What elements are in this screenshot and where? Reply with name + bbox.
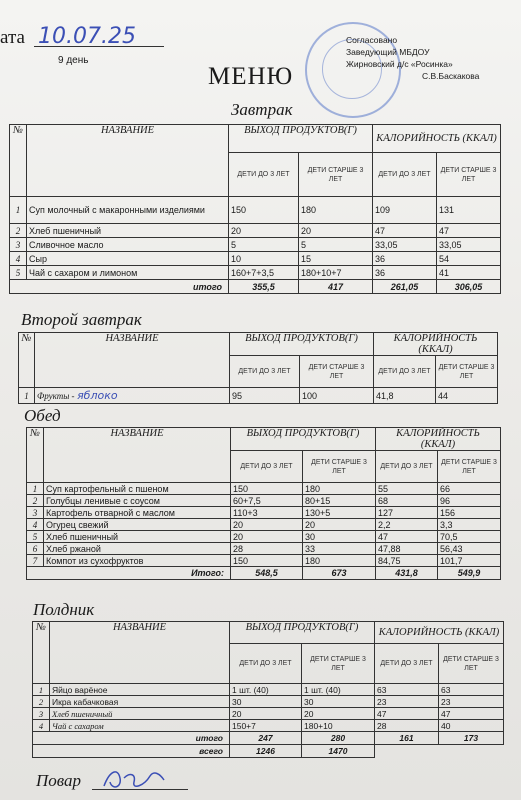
cal-over3: 41 [437, 266, 501, 280]
col-calories: КАЛОРИЙНОСТЬ (ККАЛ) [374, 333, 498, 356]
cal-over3: 96 [438, 495, 501, 507]
output-over3: 33 [303, 543, 376, 555]
output-over3: 5 [299, 238, 373, 252]
table-row [10, 238, 501, 252]
dish-name: Хлеб пшеничный [50, 708, 230, 720]
cal-under3: 68 [376, 495, 438, 507]
col-output-over3: ДЕТИ СТАРШЕ 3 ЛЕТ [299, 153, 373, 197]
cal-under3: 127 [376, 507, 438, 519]
col-name: НАЗВАНИЕ [27, 125, 229, 197]
row-number: 2 [33, 696, 50, 708]
cal-under3: 47 [376, 531, 438, 543]
cal-under3: 47,88 [376, 543, 438, 555]
total-cal-under3: 161 [375, 732, 439, 745]
col-output: ВЫХОД ПРОДУКТОВ(Г) [230, 333, 374, 356]
output-over3: 180 [299, 197, 373, 224]
table-row [10, 224, 501, 238]
col-calories: КАЛОРИЙНОСТЬ (ККАЛ) [373, 125, 501, 153]
output-over3: 30 [302, 696, 375, 708]
output-under3: 20 [230, 708, 302, 720]
table-row [27, 483, 501, 495]
row-number: 6 [27, 543, 44, 555]
col-output: ВЫХОД ПРОДУКТОВ(Г) [229, 125, 373, 153]
section-title-lunch: Обед [24, 406, 61, 425]
output-over3: 180+10+7 [299, 266, 373, 280]
col-cal-under3: ДЕТИ ДО 3 ЛЕТ [376, 451, 438, 483]
total-cal-under3: 431,8 [376, 567, 438, 580]
table-row [10, 252, 501, 266]
col-output: ВЫХОД ПРОДУКТОВ(Г) [230, 622, 375, 644]
output-over3: 180 [303, 555, 376, 567]
col-output: ВЫХОД ПРОДУКТОВ(Г) [231, 428, 376, 451]
section-title-snack: Полдник [33, 600, 95, 619]
output-under3: 150 [231, 555, 303, 567]
total-label: Итого: [27, 567, 231, 580]
dish-name: Яйцо варёное [50, 684, 230, 696]
cal-over3: 3,3 [438, 519, 501, 531]
dish-name: Голубцы ленивые с соусом [44, 495, 231, 507]
total-output-under3: 548,5 [231, 567, 303, 580]
col-cal-under3: ДЕТИ ДО 3 ЛЕТ [373, 153, 437, 197]
row-number: 3 [10, 238, 27, 252]
col-no: № [10, 125, 27, 197]
approval-line: Согласовано [346, 35, 398, 45]
breakfast-table [9, 124, 501, 294]
cal-over3: 23 [439, 696, 504, 708]
cal-under3: 63 [375, 684, 439, 696]
total-output-over3: 280 [302, 732, 375, 745]
output-over3: 130+5 [303, 507, 376, 519]
date-label: ата [0, 27, 25, 48]
table-row [27, 543, 501, 555]
table-row [10, 266, 501, 280]
cal-under3: 36 [373, 266, 437, 280]
total-output-over3: 417 [299, 280, 373, 294]
menu-title: МЕНЮ [208, 63, 294, 90]
total-cal-over3: 306,05 [437, 280, 501, 294]
dish-name: Икра кабачковая [50, 696, 230, 708]
row-number: 4 [27, 519, 44, 531]
cook-signature [100, 764, 170, 794]
date-value: 10.07.25 [38, 24, 136, 49]
col-output-over3: ДЕТИ СТАРШЕ 3 ЛЕТ [302, 644, 375, 684]
cal-over3: 70,5 [438, 531, 501, 543]
row-number: 5 [27, 531, 44, 543]
grand-total-output-over3: 1470 [302, 745, 375, 758]
approval-block [346, 34, 479, 82]
output-over3: 15 [299, 252, 373, 266]
cal-under3: 2,2 [376, 519, 438, 531]
section-title-breakfast: Завтрак [231, 100, 293, 119]
empty-cell [375, 745, 439, 758]
row-number: 4 [33, 720, 50, 732]
output-under3: 110+3 [231, 507, 303, 519]
col-calories: КАЛОРИЙНОСТЬ (ККАЛ) [375, 622, 504, 644]
cal-under3: 47 [373, 224, 437, 238]
total-cal-over3: 549,9 [438, 567, 501, 580]
cal-over3: 54 [437, 252, 501, 266]
cal-over3: 33,05 [437, 238, 501, 252]
col-output-under3: ДЕТИ ДО 3 ЛЕТ [231, 451, 303, 483]
output-over3: 80+15 [303, 495, 376, 507]
table-row [27, 519, 501, 531]
row-number: 5 [10, 266, 27, 280]
day-label: 9 день [58, 55, 89, 66]
empty-cell [439, 745, 504, 758]
output-under3: 10 [229, 252, 299, 266]
col-output-under3: ДЕТИ ДО 3 ЛЕТ [230, 644, 302, 684]
col-cal-under3: ДЕТИ ДО 3 ЛЕТ [375, 644, 439, 684]
dish-name: Чай с сахаром и лимоном [27, 266, 229, 280]
col-cal-over3: ДЕТИ СТАРШЕ 3 ЛЕТ [436, 356, 498, 388]
section-title-second-breakfast: Второй завтрак [21, 310, 142, 329]
table-row [27, 531, 501, 543]
col-name: НАЗВАНИЕ [50, 622, 230, 684]
table-row [33, 684, 504, 696]
total-label: итого [10, 280, 229, 294]
cal-over3: 56,43 [438, 543, 501, 555]
col-output-under3: ДЕТИ ДО 3 ЛЕТ [230, 356, 300, 388]
table-row [27, 507, 501, 519]
second-breakfast-table [18, 332, 498, 404]
cal-under3: 84,75 [376, 555, 438, 567]
output-under3: 20 [231, 531, 303, 543]
col-output-over3: ДЕТИ СТАРШЕ 3 ЛЕТ [303, 451, 376, 483]
output-under3: 28 [231, 543, 303, 555]
table-row [33, 720, 504, 732]
cal-over3: 47 [439, 708, 504, 720]
output-under3: 60+7,5 [231, 495, 303, 507]
dish-name: Чай с сахаром [50, 720, 230, 732]
table-row [10, 197, 501, 224]
output-under3: 1 шт. (40) [230, 684, 302, 696]
output-over3: 180+10 [302, 720, 375, 732]
output-under3: 20 [229, 224, 299, 238]
row-number: 4 [10, 252, 27, 266]
lunch-table [26, 427, 501, 580]
dish-name: Суп картофельный с пшеном [44, 483, 231, 495]
output-under3: 20 [231, 519, 303, 531]
total-output-under3: 247 [230, 732, 302, 745]
cal-under3: 23 [375, 696, 439, 708]
approval-line: Жирновский д/с «Росинка» [346, 59, 453, 69]
output-under3: 5 [229, 238, 299, 252]
dish-name: Сыр [27, 252, 229, 266]
cal-under3: 36 [373, 252, 437, 266]
col-no: № [33, 622, 50, 684]
dish-name: Картофель отварной с маслом [44, 507, 231, 519]
cal-over3: 156 [438, 507, 501, 519]
cal-under3: 28 [375, 720, 439, 732]
col-cal-over3: ДЕТИ СТАРШЕ 3 ЛЕТ [438, 451, 501, 483]
row-number: 2 [10, 224, 27, 238]
grand-total-output-under3: 1246 [230, 745, 302, 758]
output-over3: 100 [300, 388, 374, 404]
col-name: НАЗВАНИЕ [35, 333, 230, 388]
total-label: итого [33, 732, 230, 745]
output-under3: 150 [229, 197, 299, 224]
dish-name-cell [35, 388, 230, 404]
dish-name: Хлеб пшеничный [44, 531, 231, 543]
cal-under3: 41,8 [374, 388, 436, 404]
row-number: 3 [33, 708, 50, 720]
snack-table [32, 621, 504, 758]
grand-total-row [33, 745, 504, 758]
output-over3: 180 [303, 483, 376, 495]
approval-line: С.В.Баскакова [422, 71, 480, 81]
total-cal-over3: 173 [439, 732, 504, 745]
dish-name: Огурец свежий [44, 519, 231, 531]
table-row [27, 495, 501, 507]
dish-name: Хлеб пшеничный [27, 224, 229, 238]
col-calories: КАЛОРИЙНОСТЬ (ККАЛ) [376, 428, 501, 451]
cook-label: Повар [36, 771, 82, 790]
col-cal-over3: ДЕТИ СТАРШЕ 3 ЛЕТ [437, 153, 501, 197]
row-number: 1 [27, 483, 44, 495]
output-over3: 1 шт. (40) [302, 684, 375, 696]
output-under3: 150+7 [230, 720, 302, 732]
output-over3: 20 [299, 224, 373, 238]
row-number: 2 [27, 495, 44, 507]
grand-total-label: всего [33, 745, 230, 758]
col-name: НАЗВАНИЕ [44, 428, 231, 483]
output-under3: 30 [230, 696, 302, 708]
total-output-over3: 673 [303, 567, 376, 580]
cal-under3: 55 [376, 483, 438, 495]
col-cal-under3: ДЕТИ ДО 3 ЛЕТ [374, 356, 436, 388]
output-over3: 20 [303, 519, 376, 531]
table-row [33, 696, 504, 708]
cal-under3: 47 [375, 708, 439, 720]
dish-name: Фрукты - [37, 391, 75, 401]
total-row [33, 732, 504, 745]
total-row [27, 567, 501, 580]
approval-line: Заведующий МБДОУ [346, 47, 430, 57]
total-cal-under3: 261,05 [373, 280, 437, 294]
output-under3: 150 [231, 483, 303, 495]
output-under3: 160+7+3,5 [229, 266, 299, 280]
cal-under3: 33,05 [373, 238, 437, 252]
row-number: 3 [27, 507, 44, 519]
col-no: № [27, 428, 44, 483]
table-row [19, 388, 498, 404]
row-number: 1 [10, 197, 27, 224]
dish-name: Сливочное масло [27, 238, 229, 252]
row-number: 1 [33, 684, 50, 696]
dish-name: Компот из сухофруктов [44, 555, 231, 567]
col-output-over3: ДЕТИ СТАРШЕ 3 ЛЕТ [300, 356, 374, 388]
col-cal-over3: ДЕТИ СТАРШЕ 3 ЛЕТ [439, 644, 504, 684]
total-row [10, 280, 501, 294]
dish-name: Хлеб ржаной [44, 543, 231, 555]
col-output-under3: ДЕТИ ДО 3 ЛЕТ [229, 153, 299, 197]
cal-over3: 131 [437, 197, 501, 224]
output-over3: 30 [303, 531, 376, 543]
row-number: 7 [27, 555, 44, 567]
table-row [33, 708, 504, 720]
row-number: 1 [19, 388, 35, 404]
cal-under3: 109 [373, 197, 437, 224]
cal-over3: 44 [436, 388, 498, 404]
table-row [27, 555, 501, 567]
cal-over3: 66 [438, 483, 501, 495]
col-no: № [19, 333, 35, 388]
dish-name: Суп молочный с макаронными изделиями [27, 197, 229, 224]
cal-over3: 40 [439, 720, 504, 732]
total-output-under3: 355,5 [229, 280, 299, 294]
cal-over3: 63 [439, 684, 504, 696]
output-over3: 20 [302, 708, 375, 720]
handwritten-fruit: яблоко [77, 389, 118, 402]
output-under3: 95 [230, 388, 300, 404]
cal-over3: 101,7 [438, 555, 501, 567]
cal-over3: 47 [437, 224, 501, 238]
